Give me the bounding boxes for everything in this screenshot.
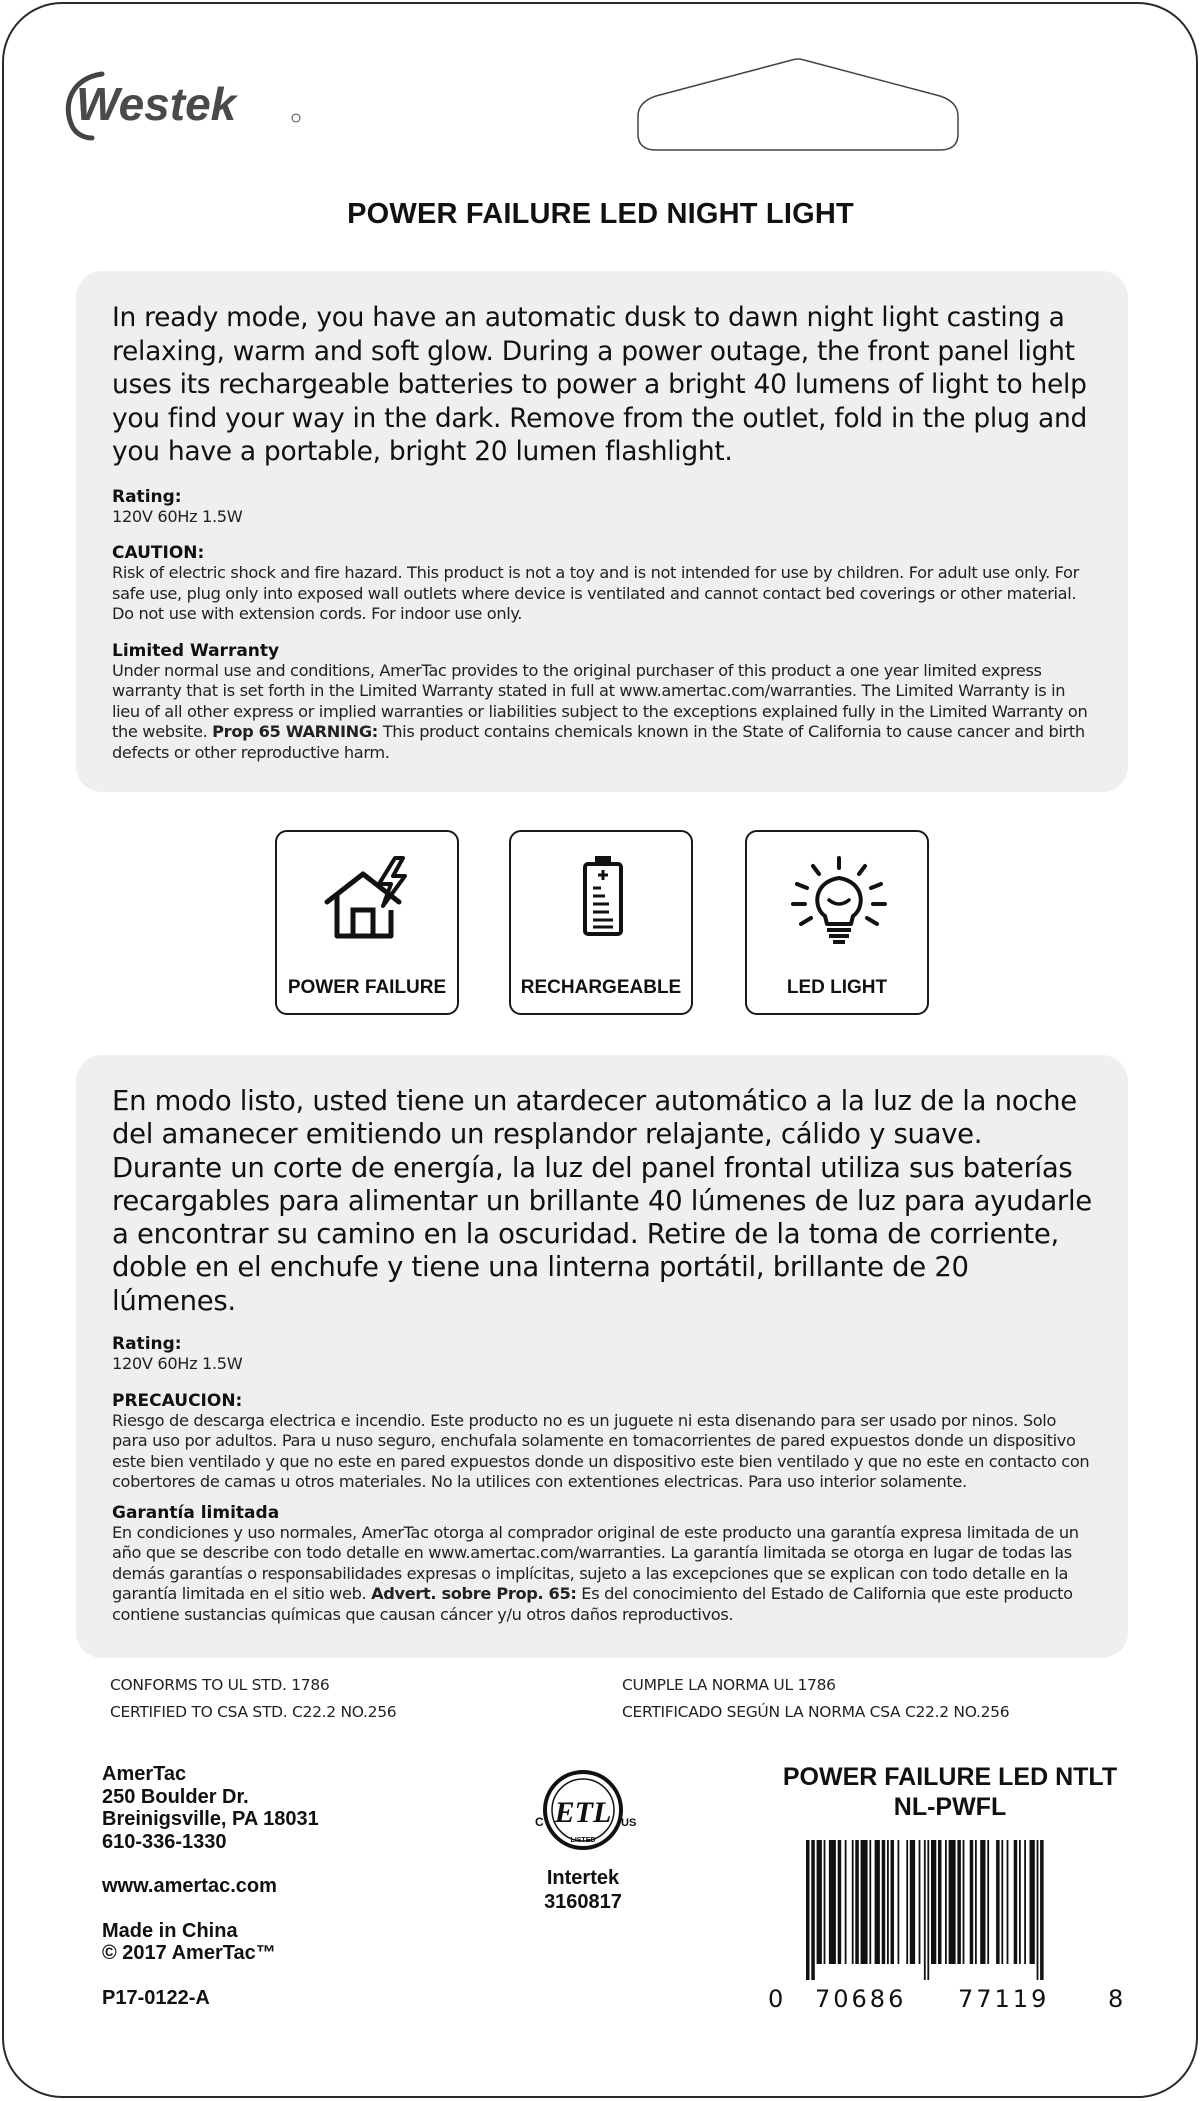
barcode-bar: [898, 1840, 900, 1964]
feature-led-light-label: LED LIGHT: [786, 977, 888, 998]
english-prop65-label: Prop 65 WARNING:: [212, 722, 378, 741]
etl-listed-mark-icon: [529, 1766, 637, 1866]
barcode-bar: [875, 1840, 880, 1964]
etl-listed-text: LISTED: [570, 1837, 596, 1844]
barcode-bar: [829, 1840, 836, 1964]
english-info-panel: [76, 271, 1128, 792]
barcode-bar: [855, 1840, 859, 1964]
made-in-label: Made in China: [102, 1919, 238, 1942]
english-warranty-body: Under normal use and conditions, AmerTac provides to the original purchaser of this product a one year limited express warranty that is set forth in the Limited Warranty stated in full at www.amertac.com/warranties. The Limited Warranty is in lieu of all other express or implied warranties or liabilities subject to the exceptions explained fully in the Limited Warranty on the website.: [112, 660, 1088, 741]
barcode-bar: [861, 1840, 868, 1964]
barcode-right-group: 77119: [958, 1985, 1050, 2013]
part-number: P17-0122-A: [102, 1986, 210, 2009]
conformity-en-ul: CONFORMS TO UL STD. 1786: [110, 1676, 330, 1694]
company-city: Breinigsville, PA 18031: [102, 1808, 319, 1830]
barcode-bar: [882, 1840, 886, 1964]
english-warranty-text: [112, 661, 1092, 764]
barcode-bar: [919, 1840, 921, 1964]
feature-power-failure-label: POWER FAILURE: [287, 977, 447, 998]
product-id-block: [770, 1762, 1130, 1822]
conformity-english: [110, 1672, 396, 1726]
spanish-warranty-body: En condiciones y uso normales, AmerTac otorga al comprador original de este producto una garantía expresa limitada de un año que se describe con todo detalle en www.amertac.com/warranties. La garantía limitada se otorga en lugar de todas las demás garantías o responsabilidades expresas o implícitas, sujeto a las excepciones que se explican con todo detalle en la garantía limitada en el sitio web.: [112, 1522, 1079, 1604]
hang-hole: [636, 56, 960, 152]
feature-rechargeable-label: RECHARGEABLE: [520, 977, 682, 998]
spanish-intro: En modo listo, usted tiene un atardecer automático a la luz de la noche del amanecer emitiendo un resplandor relajante, cálido y suave. Durante un corte de energía, la luz del panel frontal utiliza sus baterías recargables para alimentar un brillante 40 lúmenes de luz para ayudarle a encontrar su camino en la oscuridad. Retire de la toma de corriente, doble en el enchufe y tiene una linterna portátil, brillante de 20 lúmenes.: [112, 1085, 1092, 1317]
barcode-bar: [891, 1840, 895, 1964]
english-caution-text: Risk of electric shock and fire hazard. This product is not a toy and is not intended for use by children. For adult use only. For safe use, plug only into exposed wall outlets where device is ventilated and cannot contact bed coverings or other material. Do not use with extension cords. For indoor use only.: [112, 563, 1079, 623]
barcode-bar: [957, 1840, 961, 1964]
spanish-rating-heading: Rating:: [112, 1334, 182, 1355]
barcode-bar: [817, 1840, 822, 1964]
feature-rechargeable: [509, 830, 693, 1015]
spanish-info-panel: [76, 1055, 1128, 1658]
feature-icons-row: [0, 830, 1201, 1016]
barcode-bar: [852, 1840, 854, 1964]
spanish-caution-heading: PRECAUCION:: [112, 1390, 243, 1411]
barcode-bar: [806, 1840, 810, 1980]
etl-certification: [528, 1766, 638, 1914]
spanish-caution-text: Riesgo de descarga electrica e incendio. Este producto no es un juguete ni esta disenando para ser usado por ninos. Solo para uso por adultos. Para u nuso seguro, enchufala solamente en tomacorrientes de pared expuestos donde un dispositivo este bien ventilado y que no este en pared expuestos donde un dispositivo este bien ventilado y que no este en contacto con cobertores de camas u otros materiales. No la utilices con extentiones electricas. Para uso interior solamente.: [112, 1410, 1090, 1492]
etl-c-text: C: [535, 1815, 544, 1829]
conformity-spanish: [622, 1672, 1009, 1726]
feature-led-light: [745, 830, 929, 1015]
company-name: AmerTac: [102, 1763, 187, 1785]
company-street: 250 Boulder Dr.: [102, 1785, 249, 1808]
barcode-bar: [910, 1840, 915, 1964]
company-phone: 610-336-1330: [102, 1830, 227, 1853]
barcode-bar: [924, 1840, 926, 1980]
barcode-bar: [824, 1840, 826, 1964]
barcode-left-group: 70686: [815, 1985, 907, 2013]
conformity-es-csa: CERTIFICADO SEGÚN LA NORMA CSA C22.2 NO.256: [622, 1703, 1010, 1721]
barcode-bar: [1001, 1840, 1003, 1964]
english-rating-heading: Rating:: [112, 486, 182, 507]
barcode-bar: [845, 1840, 847, 1964]
barcode-bar: [931, 1840, 936, 1964]
barcode-bar: [987, 1840, 989, 1964]
english-warranty-heading: Limited Warranty: [112, 640, 280, 661]
barcode-bar: [1007, 1840, 1009, 1964]
house-lightning-icon: [319, 854, 419, 954]
spanish-rating-value: 120V 60Hz 1.5W: [112, 1354, 243, 1374]
english-rating-value: 120V 60Hz 1.5W: [112, 506, 243, 526]
copyright-label: © 2017 AmerTac™: [102, 1942, 276, 1964]
lightbulb-icon: [789, 854, 889, 954]
barcode-check-digit: 8: [1108, 1985, 1124, 2013]
spanish-prop65-label: Advert. sobre Prop. 65:: [371, 1584, 577, 1604]
english-intro: In ready mode, you have an automatic dusk to dawn night light casting a relaxing, warm and soft glow. During a power outage, the front panel light uses its rechargeable batteries to power a bright 40 lumens of light to help you find your way in the dark. Remove from the outlet, fold in the plug and you have a portable, bright 20 lumen flashlight.: [112, 302, 1088, 467]
barcode-bar: [1024, 1840, 1026, 1964]
barcode-bar: [1040, 1840, 1044, 1980]
product-sku: NL-PWFL: [893, 1793, 1007, 1821]
spanish-prop65-text: Es del conocimiento del Estado de California que este producto contiene sustancias químicas que causan cáncer y/u otros daños reproductivos.: [112, 1584, 1073, 1624]
barcode-bar: [945, 1840, 947, 1964]
barcode-bar: [938, 1840, 942, 1964]
barcode-bar: [1019, 1840, 1021, 1964]
english-caution-heading: CAUTION:: [112, 543, 205, 563]
english-prop65-text: This product contains chemicals known in the State of California to cause cancer and birth defects or other reproductive harm.: [112, 722, 1085, 762]
barcode-bar: [1037, 1840, 1039, 1980]
battery-icon: [553, 854, 653, 954]
barcode-bar: [1030, 1840, 1035, 1964]
etl-us-text: US: [621, 1817, 637, 1829]
product-short-name: POWER FAILURE LED NTLT: [782, 1763, 1118, 1791]
company-address: [102, 1763, 319, 2009]
barcode-bar: [906, 1840, 908, 1964]
upc-barcode: [770, 1840, 1130, 1980]
barcode-bar: [975, 1840, 977, 1964]
feature-power-failure: [275, 830, 459, 1015]
barcode-bar: [970, 1840, 974, 1964]
conformity-en-csa: CERTIFIED TO CSA STD. C22.2 NO.256: [110, 1703, 397, 1721]
barcode-bar: [996, 1840, 1000, 1964]
cert-number: 3160817: [544, 1891, 622, 1913]
logo-text: Westek: [76, 78, 237, 130]
product-title: POWER FAILURE LED NIGHT LIGHT: [347, 198, 854, 230]
conformity-es-ul: CUMPLE LA NORMA UL 1786: [622, 1676, 836, 1694]
barcode-first-digit: 0: [768, 1985, 784, 2013]
barcode-bar: [963, 1840, 965, 1964]
westek-logo: [62, 64, 302, 144]
cert-agency: Intertek: [546, 1867, 620, 1889]
spanish-warranty-heading: Garantía limitada: [112, 1502, 280, 1523]
barcode-bar: [1014, 1840, 1018, 1964]
barcode-bar: [869, 1840, 871, 1964]
barcode-bar: [811, 1840, 815, 1980]
barcode-bar: [927, 1840, 929, 1980]
barcode-bar: [980, 1840, 985, 1964]
etl-mark-text: ETL: [554, 1796, 612, 1829]
barcode-bar: [887, 1840, 889, 1964]
spanish-warranty-text: [112, 1523, 1092, 1626]
barcode-bar: [838, 1840, 842, 1964]
barcode-bar: [949, 1840, 956, 1964]
company-website: www.amertac.com: [102, 1875, 277, 1897]
